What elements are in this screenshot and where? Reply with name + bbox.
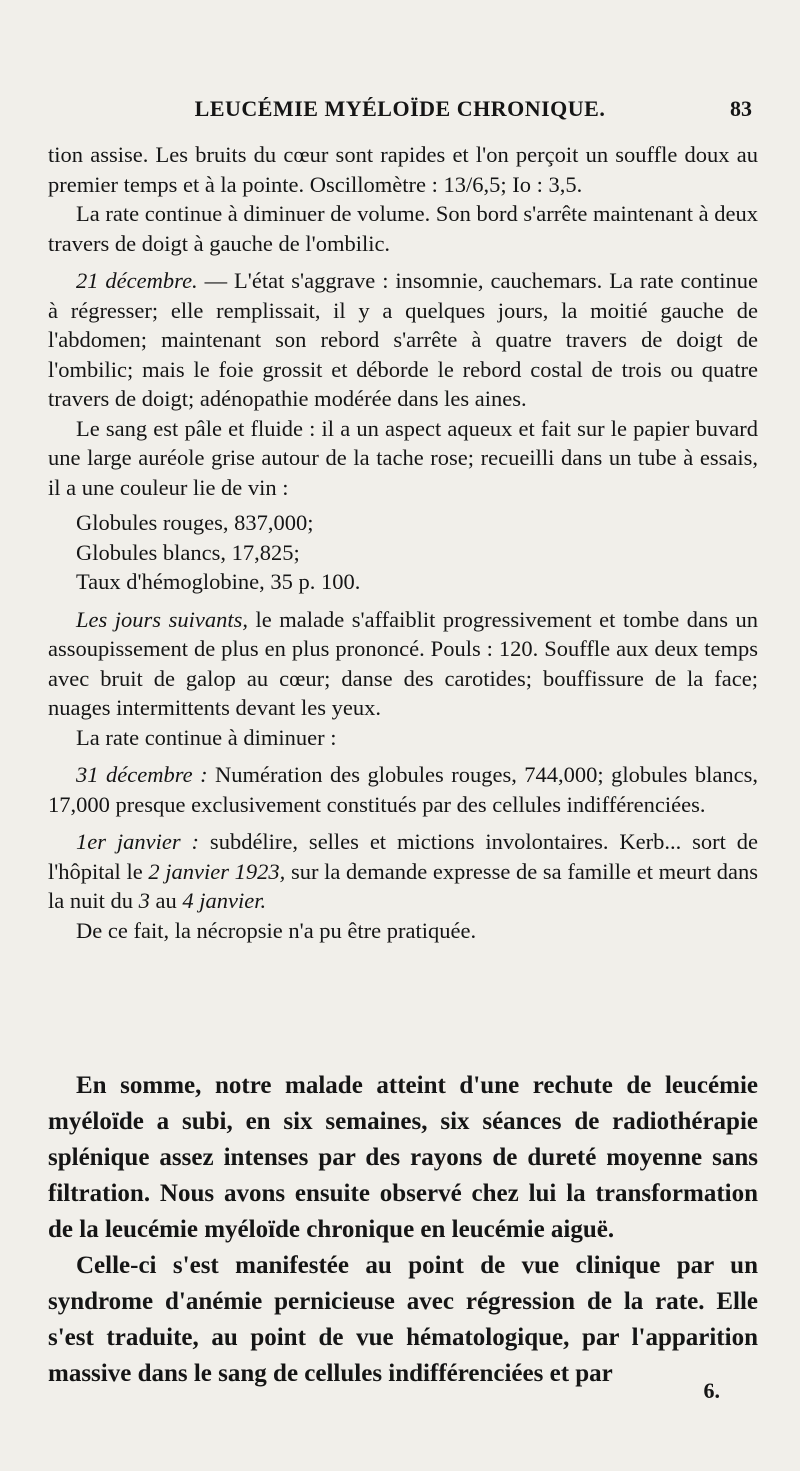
paragraph-10: En somme, notre malade atteint d'une rechute de leucémie myéloïde a subi, en six semaines, six séances de radiothérapie splénique assez intenses par des rayons de dureté moyenne sans filtration. Nous avons ensuite observé chez lui la transformation de la leucémie myéloïde chronique en leucémie aiguë. xyxy=(48,1072,758,1243)
paragraph-7-text: Numération des globules rouges, 744,000; globules blancs, 17,000 presque exclusivement constitués par des cellules indifférenciées. xyxy=(48,762,758,817)
page-number: 83 xyxy=(730,96,752,121)
date-4-janvier: 4 janvier. xyxy=(182,888,267,913)
date-31-decembre: 31 décembre : xyxy=(76,762,208,787)
list-item: Globules rouges, 837,000; xyxy=(76,510,314,535)
paragraph-3 xyxy=(48,266,758,414)
paragraph-4: Le sang est pâle et fluide : il a un aspect aqueux et fait sur le papier buvard une large auréole grise autour de la tache rose; recueilli dans un tube à essais, il a une couleur lie de vin : xyxy=(48,415,758,500)
paragraph-8-text-b: sur la demande expresse de sa famille et meurt dans la nuit du xyxy=(48,858,758,913)
paragraph-5-text: le malade s'affaiblit progressivement et tombe dans un assoupissement de plus en plus prononcé. Pouls : 120. Souffle aux deux temps avec bruit de galop au cœur; danse des carotides; bouffissure de la face; nuages intermittents devant les yeux. xyxy=(48,606,758,720)
date-3: 3 xyxy=(138,888,150,913)
page-title: LEUCÉMIE MYÉLOÏDE CHRONIQUE. xyxy=(194,96,606,121)
paragraph-3-text: — L'état s'aggrave : insomnie, cauchemars. La rate continue à régresser; elle remplissait, il y a quelques jours, la moitié gauche de l'abdomen; maintenant son rebord s'arrête à quatre travers de doigt de l'ombilic; mais le foie grossit et déborde le rebord costal de trois ou quatre travers de doigt; adénopathie modérée dans les aines. xyxy=(48,268,759,411)
summary-text xyxy=(48,1068,758,1392)
paragraph-6: La rate continue à diminuer : xyxy=(76,724,337,750)
paragraph-11: Celle-ci s'est manifestée au point de vue clinique par un syndrome d'anémie pernicieuse avec régression de la rate. Elle s'est traduite, au point de vue hématologique, par l'apparition massive dans le sang de cellules indifférenciées et par xyxy=(48,1252,758,1387)
list-item: Taux d'hémoglobine, 35 p. 100. xyxy=(76,569,361,594)
paragraph-9: De ce fait, la nécropsie n'a pu être pratiquée. xyxy=(76,917,477,943)
paragraph-8 xyxy=(48,827,758,916)
paragraph-2: La rate continue à diminuer de volume. Son bord s'arrête maintenant à deux travers de doigt à gauche de l'ombilic. xyxy=(48,201,758,256)
date-2-janvier: 2 janvier 1923, xyxy=(148,858,286,884)
signature-mark: 6. xyxy=(703,1378,720,1403)
paragraph-5 xyxy=(48,605,758,723)
paragraph-8-text-c: au xyxy=(149,888,183,913)
list-item: Globules blancs, 17,825; xyxy=(76,539,300,565)
paragraph-1: tion assise. Les bruits du cœur sont rapides et l'on perçoit un souffle doux au premier temps et à la pointe. Oscillomètre : 13/6,5; Io : 3,5. xyxy=(48,142,758,197)
jours-suivants-lead: Les jours suivants, xyxy=(76,606,248,632)
body-text xyxy=(48,140,758,945)
running-header xyxy=(0,96,800,132)
paragraph-7 xyxy=(48,760,758,819)
date-1er-janvier: 1er janvier : xyxy=(76,829,200,854)
paragraph-8-text-a: subdélire, selles et mictions involontaires. Kerb... sort de l'hôpital le xyxy=(48,829,759,884)
date-21-decembre: 21 décembre. xyxy=(76,268,198,293)
blood-count-list xyxy=(76,508,758,597)
